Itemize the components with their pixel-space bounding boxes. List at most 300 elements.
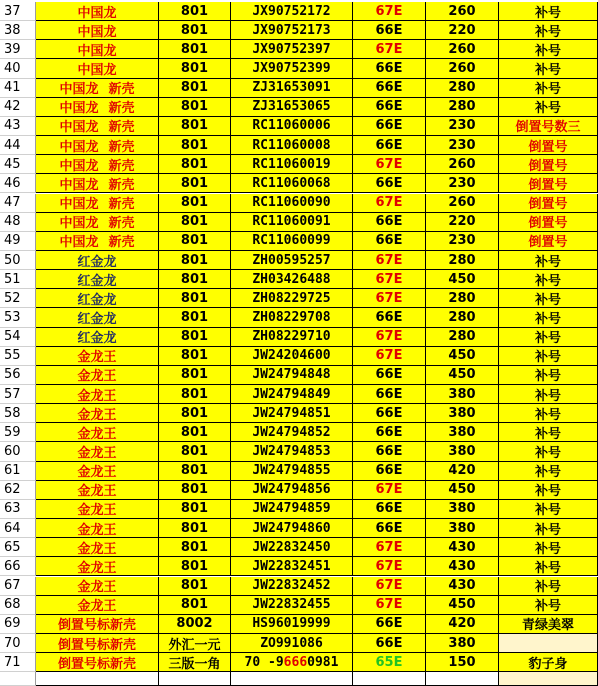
cell-price[interactable]: 280 (426, 328, 499, 347)
cell-code[interactable]: 67E (353, 557, 426, 576)
table-row (0, 270, 598, 289)
cell-note[interactable]: 补号 (499, 40, 598, 59)
cell-name[interactable] (36, 59, 159, 78)
cell-note[interactable]: 倒置号 (499, 174, 598, 193)
row-number[interactable]: 45 (0, 155, 36, 174)
cell-code[interactable]: 67E (353, 328, 426, 347)
cell-serial[interactable]: RC11060019 (231, 155, 353, 174)
cell-name[interactable] (36, 2, 159, 21)
cell-note[interactable]: 补号 (499, 289, 598, 308)
cell-code[interactable]: 66E (353, 21, 426, 40)
cell-serial[interactable]: RC11060068 (231, 174, 353, 193)
cell-note[interactable]: 补号 (499, 270, 598, 289)
cell-denomination[interactable]: 801 (159, 500, 231, 519)
cell-denomination[interactable]: 801 (159, 596, 231, 615)
table-row (0, 442, 598, 461)
name-text: 红金龙 (77, 292, 117, 308)
cell-serial[interactable]: ZH08229710 (231, 328, 353, 347)
cell-name[interactable] (36, 213, 159, 232)
cell-price[interactable]: 220 (426, 213, 499, 232)
cell-denomination[interactable]: 801 (159, 308, 231, 327)
empty-cell[interactable] (36, 672, 159, 686)
cell-code[interactable]: 67E (353, 194, 426, 213)
name-text: 中国龙 (77, 5, 117, 21)
cell-denomination[interactable]: 801 (159, 155, 231, 174)
cell-note[interactable]: 倒置号 (499, 155, 598, 174)
cell-denomination[interactable]: 801 (159, 40, 231, 59)
cell-name[interactable] (36, 385, 159, 404)
name-text: 金龙王 (77, 388, 117, 404)
row-number[interactable]: 50 (0, 251, 36, 270)
table-row (0, 634, 598, 653)
cell-serial[interactable]: JW24794851 (231, 404, 353, 423)
row-number[interactable]: 48 (0, 213, 36, 232)
cell-code[interactable]: 67E (353, 577, 426, 596)
cell-price[interactable]: 150 (426, 653, 499, 672)
cell-name[interactable] (36, 634, 159, 653)
cell-denomination[interactable]: 801 (159, 2, 231, 21)
cell-denomination[interactable]: 801 (159, 289, 231, 308)
cell-note[interactable]: 补号 (499, 577, 598, 596)
cell-name[interactable] (36, 423, 159, 442)
cell-code[interactable]: 66E (353, 98, 426, 117)
cell-price[interactable]: 380 (426, 442, 499, 461)
name-text: 红金龙 (77, 311, 117, 327)
cell-note[interactable]: 补号 (499, 385, 598, 404)
row-number[interactable]: 64 (0, 519, 36, 538)
cell-price[interactable]: 260 (426, 59, 499, 78)
serial-digit: 9 (275, 654, 284, 670)
cell-name[interactable] (36, 404, 159, 423)
empty-cell[interactable] (231, 672, 353, 686)
cell-serial[interactable]: ZJ31653065 (231, 98, 353, 117)
row-number[interactable]: 42 (0, 98, 36, 117)
cell-serial[interactable]: RC11060099 (231, 232, 353, 251)
name-text: 金龙王 (77, 407, 117, 423)
cell-note[interactable]: 倒置号数三 (499, 117, 598, 136)
cell-code[interactable]: 66E (353, 519, 426, 538)
table-row (0, 40, 598, 59)
cell-price[interactable]: 420 (426, 462, 499, 481)
row-number[interactable]: 54 (0, 328, 36, 347)
cell-denomination[interactable]: 801 (159, 462, 231, 481)
cell-denomination[interactable]: 三版一角 (159, 653, 231, 672)
row-number[interactable]: 57 (0, 385, 36, 404)
cell-denomination[interactable]: 801 (159, 538, 231, 557)
table-row (0, 2, 598, 21)
row-number[interactable]: 70 (0, 634, 36, 653)
name-text: 金龙王 (77, 522, 117, 538)
cell-serial[interactable]: HS96019999 (231, 615, 353, 634)
empty-cell[interactable] (159, 672, 231, 686)
cell-code[interactable]: 66E (353, 500, 426, 519)
cell-note[interactable]: 倒置号 (499, 194, 598, 213)
row-number[interactable]: 67 (0, 577, 36, 596)
name-text: 中国龙 (59, 120, 99, 136)
cell-note[interactable]: 补号 (499, 251, 598, 270)
cell-note[interactable]: 补号 (499, 347, 598, 366)
cell-note[interactable]: 补号 (499, 328, 598, 347)
table-row (0, 98, 598, 117)
cell-denomination[interactable]: 801 (159, 136, 231, 155)
empty-cell[interactable] (353, 672, 426, 686)
cell-name[interactable] (36, 328, 159, 347)
cell-name[interactable] (36, 615, 159, 634)
cell-name[interactable] (36, 500, 159, 519)
row-number[interactable]: 65 (0, 538, 36, 557)
cell-name[interactable] (36, 308, 159, 327)
cell-note[interactable]: 豹子身 (499, 653, 598, 672)
table-row (0, 289, 598, 308)
cell-serial[interactable]: JW24794860 (231, 519, 353, 538)
cell-serial[interactable]: JW24794859 (231, 500, 353, 519)
cell-name[interactable] (36, 442, 159, 461)
table-row (0, 213, 598, 232)
cell-denomination[interactable]: 801 (159, 385, 231, 404)
cell-note[interactable]: 补号 (499, 98, 598, 117)
cell-name[interactable] (36, 289, 159, 308)
cell-note[interactable]: 补号 (499, 557, 598, 576)
cell-denomination[interactable]: 801 (159, 557, 231, 576)
cell-note[interactable]: 倒置号 (499, 136, 598, 155)
cell-name[interactable] (36, 653, 159, 672)
cell-code[interactable]: 67E (353, 155, 426, 174)
cell-denomination[interactable]: 801 (159, 404, 231, 423)
empty-cell[interactable] (426, 672, 499, 686)
cell-serial[interactable]: RC11060091 (231, 213, 353, 232)
cell-note[interactable]: 补号 (499, 59, 598, 78)
cell-name[interactable] (36, 251, 159, 270)
cell-code[interactable]: 66E (353, 404, 426, 423)
cell-serial[interactable]: JW22832455 (231, 596, 353, 615)
cell-code[interactable]: 66E (353, 59, 426, 78)
row-number[interactable]: 71 (0, 653, 36, 672)
cell-serial[interactable]: ZH08229708 (231, 308, 353, 327)
cell-price[interactable]: 430 (426, 538, 499, 557)
cell-note[interactable]: 补号 (499, 2, 598, 21)
cell-price[interactable]: 450 (426, 347, 499, 366)
cell-code[interactable]: 67E (353, 2, 426, 21)
table-row (0, 366, 598, 385)
cell-serial[interactable]: RC11060006 (231, 117, 353, 136)
cell-denomination[interactable]: 801 (159, 519, 231, 538)
row-number[interactable]: 66 (0, 557, 36, 576)
table-row (0, 519, 598, 538)
row-number[interactable]: 72 (0, 672, 36, 686)
cell-name[interactable] (36, 155, 159, 174)
cell-price[interactable]: 230 (426, 136, 499, 155)
table-row (0, 423, 598, 442)
cell-code[interactable]: 66E (353, 615, 426, 634)
row-number[interactable]: 56 (0, 366, 36, 385)
cell-note[interactable]: 补号 (499, 423, 598, 442)
cell-name[interactable] (36, 519, 159, 538)
cell-serial[interactable]: JW24794853 (231, 442, 353, 461)
cell-price[interactable]: 380 (426, 385, 499, 404)
cell-name[interactable] (36, 136, 159, 155)
row-number[interactable]: 43 (0, 117, 36, 136)
cell-name[interactable] (36, 366, 159, 385)
cell-name[interactable] (36, 174, 159, 193)
cell-serial[interactable]: ZH00595257 (231, 251, 353, 270)
name-text: 中国龙 (77, 63, 117, 79)
cell-price[interactable]: 260 (426, 194, 499, 213)
row-number[interactable]: 52 (0, 289, 36, 308)
cell-price[interactable]: 230 (426, 232, 499, 251)
name-text: 倒置号标新壳 (57, 656, 136, 672)
table-row (0, 347, 598, 366)
table-row (0, 538, 598, 557)
cell-code[interactable]: 66E (353, 136, 426, 155)
cell-price[interactable]: 430 (426, 557, 499, 576)
cell-name[interactable] (36, 98, 159, 117)
cell-serial[interactable]: JX90752173 (231, 21, 353, 40)
cell-serial[interactable]: ZO991086 (231, 634, 353, 653)
row-number[interactable]: 37 (0, 2, 36, 21)
cell-name[interactable] (36, 596, 159, 615)
cell-name[interactable] (36, 40, 159, 59)
cell-code[interactable]: 66E (353, 366, 426, 385)
cell-price[interactable]: 380 (426, 404, 499, 423)
cell-code[interactable]: 67E (353, 270, 426, 289)
cell-price[interactable]: 280 (426, 251, 499, 270)
cell-code[interactable]: 67E (353, 347, 426, 366)
table-row (0, 117, 598, 136)
cell-name[interactable] (36, 21, 159, 40)
name-text: 中国龙 (59, 216, 99, 232)
name-text: 中国龙 (77, 43, 117, 59)
row-number[interactable]: 63 (0, 500, 36, 519)
cell-price[interactable]: 450 (426, 596, 499, 615)
row-number[interactable]: 38 (0, 21, 36, 40)
name-suffix: 新壳 (108, 120, 135, 136)
row-number[interactable]: 68 (0, 596, 36, 615)
row-number[interactable]: 51 (0, 270, 36, 289)
cell-code[interactable]: 66E (353, 634, 426, 653)
cell-denomination[interactable]: 801 (159, 270, 231, 289)
table-row (0, 615, 598, 634)
name-text: 中国龙 (59, 158, 99, 174)
name-text: 金龙王 (77, 599, 117, 615)
cell-note[interactable]: 倒置号 (499, 213, 598, 232)
name-suffix: 新壳 (108, 82, 135, 98)
cell-note[interactable]: 补号 (499, 404, 598, 423)
serial-prefix: 70 - (244, 654, 276, 670)
cell-code[interactable]: 66E (353, 442, 426, 461)
cell-serial[interactable]: JW22832450 (231, 538, 353, 557)
cell-price[interactable]: 380 (426, 519, 499, 538)
cell-code[interactable]: 67E (353, 596, 426, 615)
cell-serial[interactable]: ZH03426488 (231, 270, 353, 289)
cell-denomination[interactable]: 外汇一元 (159, 634, 231, 653)
cell-name[interactable] (36, 270, 159, 289)
row-number[interactable]: 62 (0, 481, 36, 500)
cell-price[interactable]: 380 (426, 500, 499, 519)
cell-serial[interactable]: ZJ31653091 (231, 79, 353, 98)
row-number[interactable]: 61 (0, 462, 36, 481)
cell-code[interactable]: 66E (353, 308, 426, 327)
cell-price[interactable]: 230 (426, 117, 499, 136)
cell-code[interactable]: 66E (353, 423, 426, 442)
name-suffix: 新壳 (108, 216, 135, 232)
cell-serial[interactable]: JW24794848 (231, 366, 353, 385)
cell-code[interactable]: 66E (353, 79, 426, 98)
cell-price[interactable]: 260 (426, 2, 499, 21)
cell-denomination[interactable]: 801 (159, 251, 231, 270)
cell-code[interactable]: 66E (353, 117, 426, 136)
cell-name[interactable] (36, 577, 159, 596)
cell-code[interactable]: 66E (353, 385, 426, 404)
row-number[interactable]: 40 (0, 59, 36, 78)
cell-note[interactable]: 补号 (499, 500, 598, 519)
cell-denomination[interactable]: 801 (159, 481, 231, 500)
cell-serial[interactable]: JW22832451 (231, 557, 353, 576)
cell-serial[interactable]: ZH08229725 (231, 289, 353, 308)
serial-main (276, 655, 339, 670)
cell-note[interactable] (499, 634, 598, 653)
table-row (0, 557, 598, 576)
cell-price[interactable]: 450 (426, 366, 499, 385)
cell-price[interactable]: 430 (426, 577, 499, 596)
cell-denomination[interactable]: 801 (159, 442, 231, 461)
cell-serial[interactable]: JX90752397 (231, 40, 353, 59)
cell-denomination[interactable]: 801 (159, 423, 231, 442)
row-number[interactable]: 53 (0, 308, 36, 327)
cell-price[interactable]: 280 (426, 308, 499, 327)
row-number[interactable]: 47 (0, 194, 36, 213)
cell-price[interactable]: 420 (426, 615, 499, 634)
cell-serial[interactable]: JX90752399 (231, 59, 353, 78)
cell-code[interactable]: 67E (353, 289, 426, 308)
empty-cell[interactable] (499, 672, 598, 686)
row-number[interactable]: 39 (0, 40, 36, 59)
table-row (0, 462, 598, 481)
cell-denomination[interactable]: 801 (159, 232, 231, 251)
cell-serial[interactable]: JW24794856 (231, 481, 353, 500)
cell-name[interactable] (36, 194, 159, 213)
row-number[interactable]: 46 (0, 174, 36, 193)
row-number[interactable]: 49 (0, 232, 36, 251)
cell-note[interactable]: 补号 (499, 442, 598, 461)
cell-denomination[interactable]: 801 (159, 366, 231, 385)
name-text: 金龙王 (77, 503, 117, 519)
cell-name[interactable] (36, 481, 159, 500)
cell-serial[interactable]: JW24204600 (231, 347, 353, 366)
row-number[interactable]: 60 (0, 442, 36, 461)
cell-serial[interactable]: JW24794855 (231, 462, 353, 481)
cell-price[interactable]: 380 (426, 634, 499, 653)
cell-serial[interactable]: JW24794849 (231, 385, 353, 404)
table-row (0, 232, 598, 251)
cell-code[interactable]: 66E (353, 174, 426, 193)
cell-denomination[interactable]: 801 (159, 328, 231, 347)
cell-price[interactable]: 220 (426, 21, 499, 40)
cell-code[interactable]: 66E (353, 232, 426, 251)
cell-denomination[interactable]: 801 (159, 194, 231, 213)
cell-name[interactable] (36, 538, 159, 557)
cell-code[interactable]: 67E (353, 481, 426, 500)
cell-denomination[interactable]: 8002 (159, 615, 231, 634)
cell-denomination[interactable]: 801 (159, 577, 231, 596)
row-number[interactable]: 58 (0, 404, 36, 423)
cell-denomination[interactable]: 801 (159, 174, 231, 193)
cell-price[interactable]: 450 (426, 481, 499, 500)
cell-denomination[interactable]: 801 (159, 59, 231, 78)
table-row (0, 481, 598, 500)
cell-note[interactable]: 补号 (499, 596, 598, 615)
serial-highlight: 666 (283, 654, 308, 670)
cell-note[interactable]: 补号 (499, 308, 598, 327)
name-text: 中国龙 (59, 197, 99, 213)
cell-note[interactable]: 补号 (499, 462, 598, 481)
cell-code[interactable]: 67E (353, 40, 426, 59)
cell-code[interactable]: 66E (353, 213, 426, 232)
cell-name[interactable] (36, 462, 159, 481)
cell-denomination[interactable]: 801 (159, 21, 231, 40)
table-row (0, 79, 598, 98)
cell-name[interactable] (36, 347, 159, 366)
cell-name[interactable] (36, 232, 159, 251)
cell-price[interactable]: 450 (426, 270, 499, 289)
row-number[interactable]: 69 (0, 615, 36, 634)
name-text: 金龙王 (77, 484, 117, 500)
cell-price[interactable]: 260 (426, 40, 499, 59)
cell-note[interactable]: 补号 (499, 366, 598, 385)
cell-note[interactable]: 倒置号 (499, 232, 598, 251)
cell-price[interactable]: 380 (426, 423, 499, 442)
cell-denomination[interactable]: 801 (159, 117, 231, 136)
cell-name[interactable] (36, 79, 159, 98)
name-text: 中国龙 (59, 235, 99, 251)
row-number[interactable]: 44 (0, 136, 36, 155)
cell-code[interactable]: 65E (353, 653, 426, 672)
cell-code[interactable]: 67E (353, 538, 426, 557)
row-number[interactable]: 55 (0, 347, 36, 366)
cell-note[interactable]: 补号 (499, 481, 598, 500)
cell-note[interactable]: 补号 (499, 79, 598, 98)
cell-note[interactable]: 青绿美翠 (499, 615, 598, 634)
cell-price[interactable]: 280 (426, 98, 499, 117)
cell-serial[interactable]: RC11060008 (231, 136, 353, 155)
cell-serial[interactable] (231, 653, 353, 672)
cell-denomination[interactable]: 801 (159, 79, 231, 98)
cell-serial[interactable]: JW24794852 (231, 423, 353, 442)
cell-denomination[interactable]: 801 (159, 213, 231, 232)
name-text: 中国龙 (77, 24, 117, 40)
cell-price[interactable]: 260 (426, 155, 499, 174)
cell-name[interactable] (36, 117, 159, 136)
cell-denomination[interactable]: 801 (159, 98, 231, 117)
cell-name[interactable] (36, 557, 159, 576)
cell-price[interactable]: 280 (426, 289, 499, 308)
cell-serial[interactable]: RC11060090 (231, 194, 353, 213)
table-row (0, 155, 598, 174)
cell-note[interactable]: 补号 (499, 538, 598, 557)
cell-price[interactable]: 280 (426, 79, 499, 98)
cell-price[interactable]: 230 (426, 174, 499, 193)
name-text: 倒置号标新壳 (57, 637, 136, 653)
name-text: 红金龙 (77, 273, 117, 289)
cell-code[interactable]: 67E (353, 251, 426, 270)
row-number[interactable]: 41 (0, 79, 36, 98)
cell-note[interactable]: 补号 (499, 21, 598, 40)
row-number[interactable]: 59 (0, 423, 36, 442)
cell-denomination[interactable]: 801 (159, 347, 231, 366)
cell-serial[interactable]: JX90752172 (231, 2, 353, 21)
cell-note[interactable]: 补号 (499, 519, 598, 538)
cell-code[interactable]: 66E (353, 462, 426, 481)
cell-serial[interactable]: JW22832452 (231, 577, 353, 596)
